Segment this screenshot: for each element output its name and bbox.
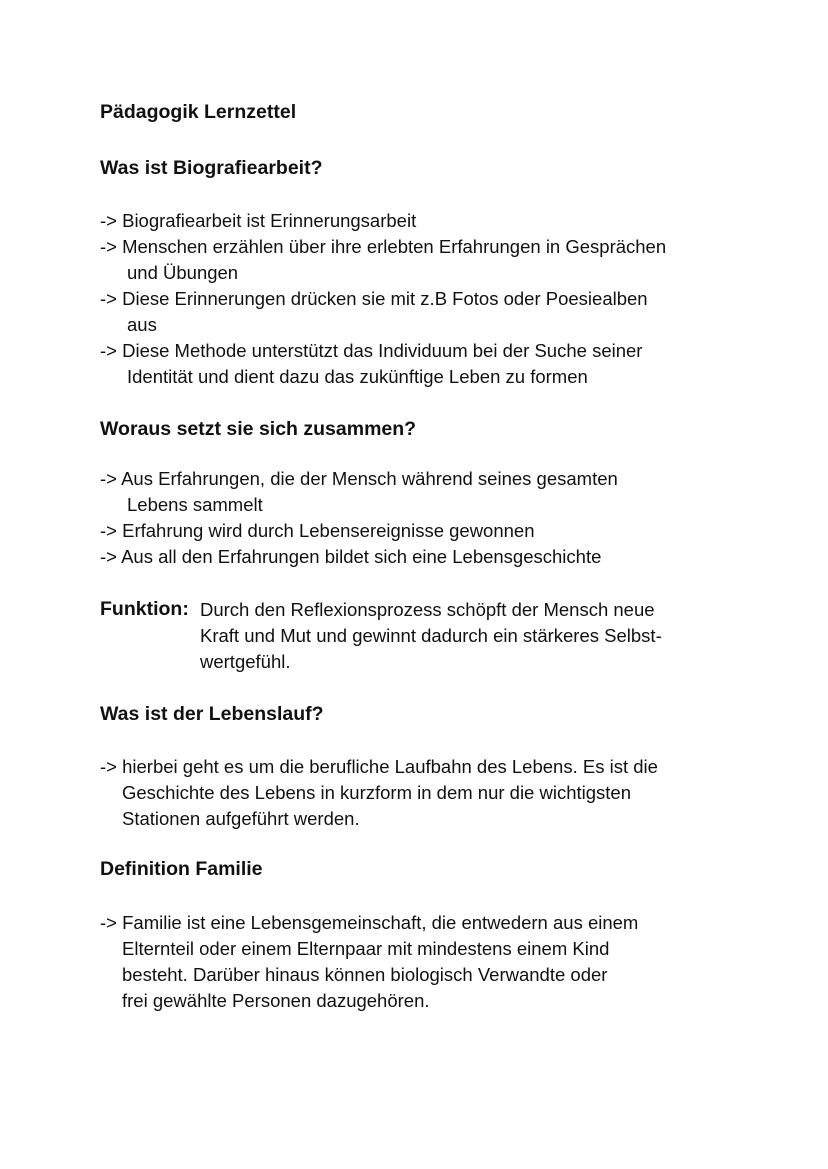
list-item: -> Menschen erzählen über ihre erlebten Erfahrungen in Gesprächen <box>100 236 667 257</box>
list-item: -> Familie ist eine Lebensgemeinschaft, die entwedern aus einem <box>100 912 639 933</box>
list-item: -> Aus all den Erfahrungen bildet sich eine Lebensgeschichte <box>100 546 602 567</box>
funktion-label: Funktion: <box>100 598 189 620</box>
list-item-continuation: aus <box>127 314 157 335</box>
section-heading-biografiearbeit: Was ist Biografiearbeit? <box>100 157 323 179</box>
list-item: -> Erfahrung wird durch Lebensereignisse gewonnen <box>100 520 535 541</box>
list-item-continuation: Geschichte des Lebens in kurzform in dem nur die wichtigsten <box>122 782 632 803</box>
list-item-continuation: Stationen aufgeführt werden. <box>122 808 360 829</box>
funktion-text: wertgefühl. <box>200 651 291 672</box>
section-heading-lebenslauf: Was ist der Lebenslauf? <box>100 703 324 725</box>
list-item: -> Diese Methode unterstützt das Individuum bei der Suche seiner <box>100 340 643 361</box>
list-item-continuation: und Übungen <box>127 262 239 283</box>
list-item-continuation: frei gewählte Personen dazugehören. <box>122 990 430 1011</box>
list-item-continuation: besteht. Darüber hinaus können biologisch Verwandte oder <box>122 964 608 985</box>
list-item-continuation: Elternteil oder einem Elternpaar mit mindestens einem Kind <box>122 938 610 959</box>
section-heading-familie: Definition Familie <box>100 858 263 880</box>
page-title: Pädagogik Lernzettel <box>100 101 297 123</box>
list-item: -> Diese Erinnerungen drücken sie mit z.B Fotos oder Poesiealben <box>100 288 648 309</box>
section-heading-zusammensetzung: Woraus setzt sie sich zusammen? <box>100 418 417 440</box>
list-item-continuation: Identität und dient dazu das zukünftige Leben zu formen <box>127 366 588 387</box>
funktion-text: Kraft und Mut und gewinnt dadurch ein stärkeres Selbst- <box>200 625 662 646</box>
list-item: -> Biografiearbeit ist Erinnerungsarbeit <box>100 210 417 231</box>
list-item-continuation: Lebens sammelt <box>127 494 263 515</box>
funktion-text: Durch den Reflexionsprozess schöpft der Mensch neue <box>200 599 655 620</box>
list-item: -> hierbei geht es um die berufliche Laufbahn des Lebens. Es ist die <box>100 756 658 777</box>
list-item: -> Aus Erfahrungen, die der Mensch während seines gesamten <box>100 468 618 489</box>
